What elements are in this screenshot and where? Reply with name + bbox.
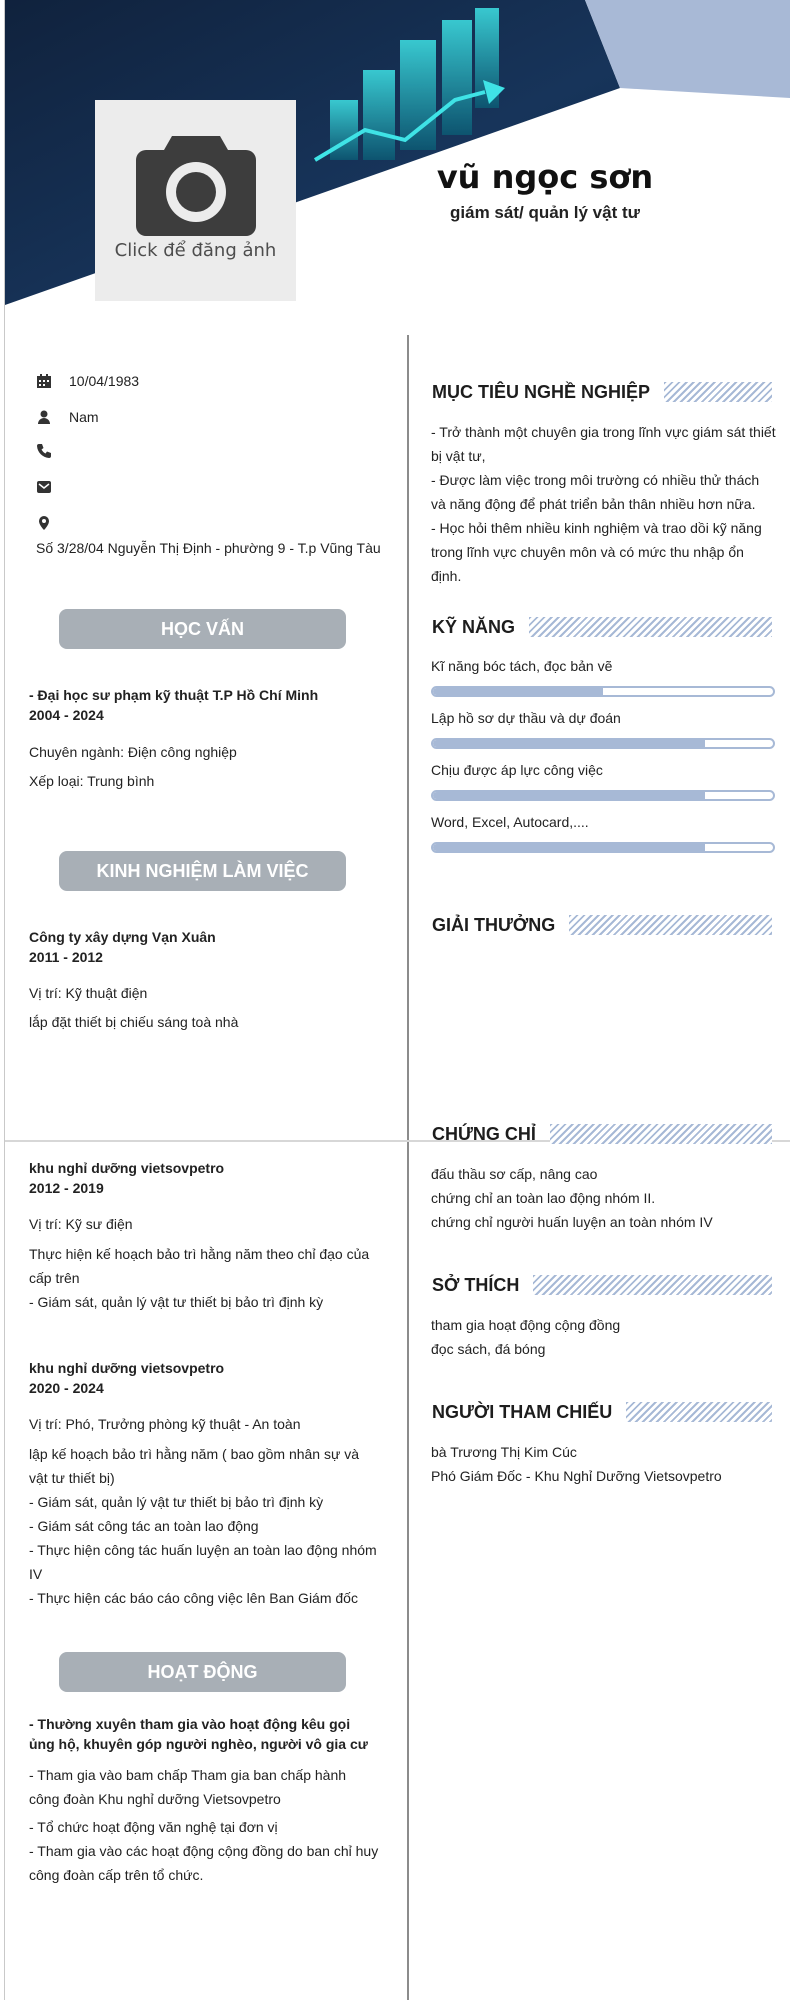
job-line: - Giám sát công tác an toàn lao động	[29, 1518, 259, 1534]
contact-email	[36, 479, 69, 495]
contact-birthday	[36, 373, 139, 389]
job-line: lập kế hoạch bảo trì hằng năm ( bao gồm nhân sự và vật tư thiết bị)	[29, 1446, 360, 1486]
activity-line: - Tham gia vào các hoạt động cộng đồng do ban chỉ huy công đoàn cấp trên tổ chức.	[29, 1843, 379, 1883]
skills-heading: KỸ NĂNG	[432, 616, 516, 637]
heading-hatch	[529, 617, 772, 637]
activities-heading: HOẠT ĐỘNG	[59, 1652, 346, 1692]
photo-upload-box[interactable]	[95, 100, 296, 301]
job-years: 2011 - 2012	[29, 949, 103, 965]
reference-line: Phó Giám Đốc - Khu Nghỉ Dưỡng Vietsovpetro	[431, 1468, 722, 1484]
education-rank: Xếp loại: Trung bình	[29, 773, 155, 789]
objective-header	[432, 379, 772, 405]
certificates-heading: CHỨNG CHỈ	[432, 1123, 536, 1144]
job-line: - Thực hiện các báo cáo công việc lên Ban Giám đốc	[29, 1590, 358, 1606]
heading-hatch	[533, 1275, 772, 1295]
heading-hatch	[626, 1402, 772, 1422]
email-icon	[36, 479, 52, 495]
skill-label: Lập hồ sơ dự thầu và dự đoán	[431, 710, 621, 726]
objective-heading: MỤC TIÊU NGHỀ NGHIỆP	[432, 381, 651, 402]
location-icon	[36, 515, 52, 531]
hobbies-heading: SỞ THÍCH	[432, 1274, 520, 1295]
birthday-text: 10/04/1983	[69, 373, 140, 389]
skill-label: Chịu được áp lực công việc	[431, 762, 603, 778]
references-heading: NGƯỜI THAM CHIẾU	[432, 1401, 613, 1422]
heading-hatch	[664, 382, 772, 402]
experience-heading: KINH NGHIỆM LÀM VIỆC	[59, 851, 346, 891]
hobbies-header	[432, 1272, 772, 1298]
skill-bar-fill	[433, 844, 705, 851]
education-heading: HỌC VẤN	[59, 609, 346, 649]
activity-line: - Tham gia vào bam chấp Tham gia ban chấp hành công đoàn Khu nghỉ dưỡng Vietsovpetro	[29, 1767, 347, 1807]
job-line: Vị trí: Kỹ sư điện	[29, 1216, 133, 1232]
photo-upload-label: Click để đăng ảnh	[114, 240, 277, 261]
user-icon	[36, 409, 52, 425]
certificate-line: chứng chỉ an toàn lao động nhóm II.	[431, 1190, 656, 1206]
objective-line: - Học hỏi thêm nhiều kinh nghiệm và trao dồi kỹ năng trong lĩnh vực chuyên môn và có mức thu nhập ổn định.	[431, 520, 762, 584]
objective-line: - Trở thành một chuyên gia trong lĩnh vực giám sát thiết bị vật tư,	[431, 424, 776, 464]
education-school: - Đại học sư phạm kỹ thuật T.P Hồ Chí Minh	[29, 687, 319, 703]
activities-title: - Thường xuyên tham gia vào hoạt động kêu gọi ủng hộ, khuyên góp người nghèo, người vô gia cư	[29, 1716, 368, 1752]
skill-bar	[431, 738, 775, 749]
awards-heading: GIẢI THƯỞNG	[432, 914, 556, 935]
column-divider	[407, 335, 409, 2000]
reference-line: bà Trương Thị Kim Cúc	[431, 1444, 577, 1460]
camera-icon	[136, 132, 256, 236]
awards-header	[432, 912, 772, 938]
job-company: khu nghỉ dưỡng vietsovpetro	[29, 1160, 225, 1176]
education-years: 2004 - 2024	[29, 707, 104, 723]
job-line: Thực hiện kế hoạch bảo trì hằng năm theo chỉ đạo của cấp trên	[29, 1246, 370, 1286]
skills-header	[432, 614, 772, 640]
activity-line: - Tổ chức hoạt động văn nghệ tại đơn vị	[29, 1819, 278, 1835]
references-header	[432, 1399, 772, 1425]
contact-phone	[36, 443, 69, 459]
certificate-line: chứng chỉ người huấn luyện an toàn nhóm IV	[431, 1214, 713, 1230]
certificate-line: đấu thầu sơ cấp, nâng cao	[431, 1166, 598, 1182]
job-years: 2020 - 2024	[29, 1380, 104, 1396]
certificates-header	[432, 1121, 772, 1147]
candidate-name: vũ ngọc sơn	[436, 158, 654, 196]
contact-gender	[36, 409, 99, 425]
skill-bar-fill	[433, 688, 603, 695]
job-line: - Giám sát, quản lý vật tư thiết bị bảo trì định kỳ	[29, 1494, 324, 1510]
job-line: lắp đặt thiết bị chiếu sáng toà nhà	[29, 1014, 239, 1030]
education-major: Chuyên ngành: Điện công nghiệp	[29, 744, 237, 760]
skill-bar	[431, 686, 775, 697]
skill-bar	[431, 842, 775, 853]
job-line: Vị trí: Phó, Trưởng phòng kỹ thuật - An toàn	[29, 1416, 301, 1432]
contact-location	[36, 515, 69, 531]
gender-text: Nam	[69, 409, 99, 425]
phone-icon	[36, 443, 52, 459]
job-company: Công ty xây dựng Vạn Xuân	[29, 929, 216, 945]
skill-bar	[431, 790, 775, 801]
objective-line: - Được làm việc trong môi trường có nhiều thử thách và năng động để phát triển bản thân nhiều hơn nữa.	[431, 472, 760, 512]
heading-hatch	[569, 915, 772, 935]
skill-label: Kĩ năng bóc tách, đọc bản vẽ	[431, 658, 613, 674]
job-line: - Thực hiện công tác huấn luyện an toàn lao động nhóm IV	[29, 1542, 377, 1582]
skill-bar-fill	[433, 740, 705, 747]
candidate-title: giám sát/ quản lý vật tư	[450, 203, 640, 222]
job-years: 2012 - 2019	[29, 1180, 104, 1196]
job-line: Vị trí: Kỹ thuật điện	[29, 985, 148, 1001]
job-line: - Giám sát, quản lý vật tư thiết bị bảo trì định kỳ	[29, 1294, 324, 1310]
job-company: khu nghỉ dưỡng vietsovpetro	[29, 1360, 225, 1376]
hobby-line: đọc sách, đá bóng	[431, 1341, 546, 1357]
skill-label: Word, Excel, Autocard,....	[431, 814, 589, 830]
hobby-line: tham gia hoạt động cộng đồng	[431, 1317, 621, 1333]
skill-bar-fill	[433, 792, 705, 799]
address-text: Số 3/28/04 Nguyễn Thị Định - phường 9 - T.p Vũng Tàu	[36, 540, 381, 556]
calendar-icon	[36, 373, 52, 389]
heading-hatch	[550, 1124, 772, 1144]
